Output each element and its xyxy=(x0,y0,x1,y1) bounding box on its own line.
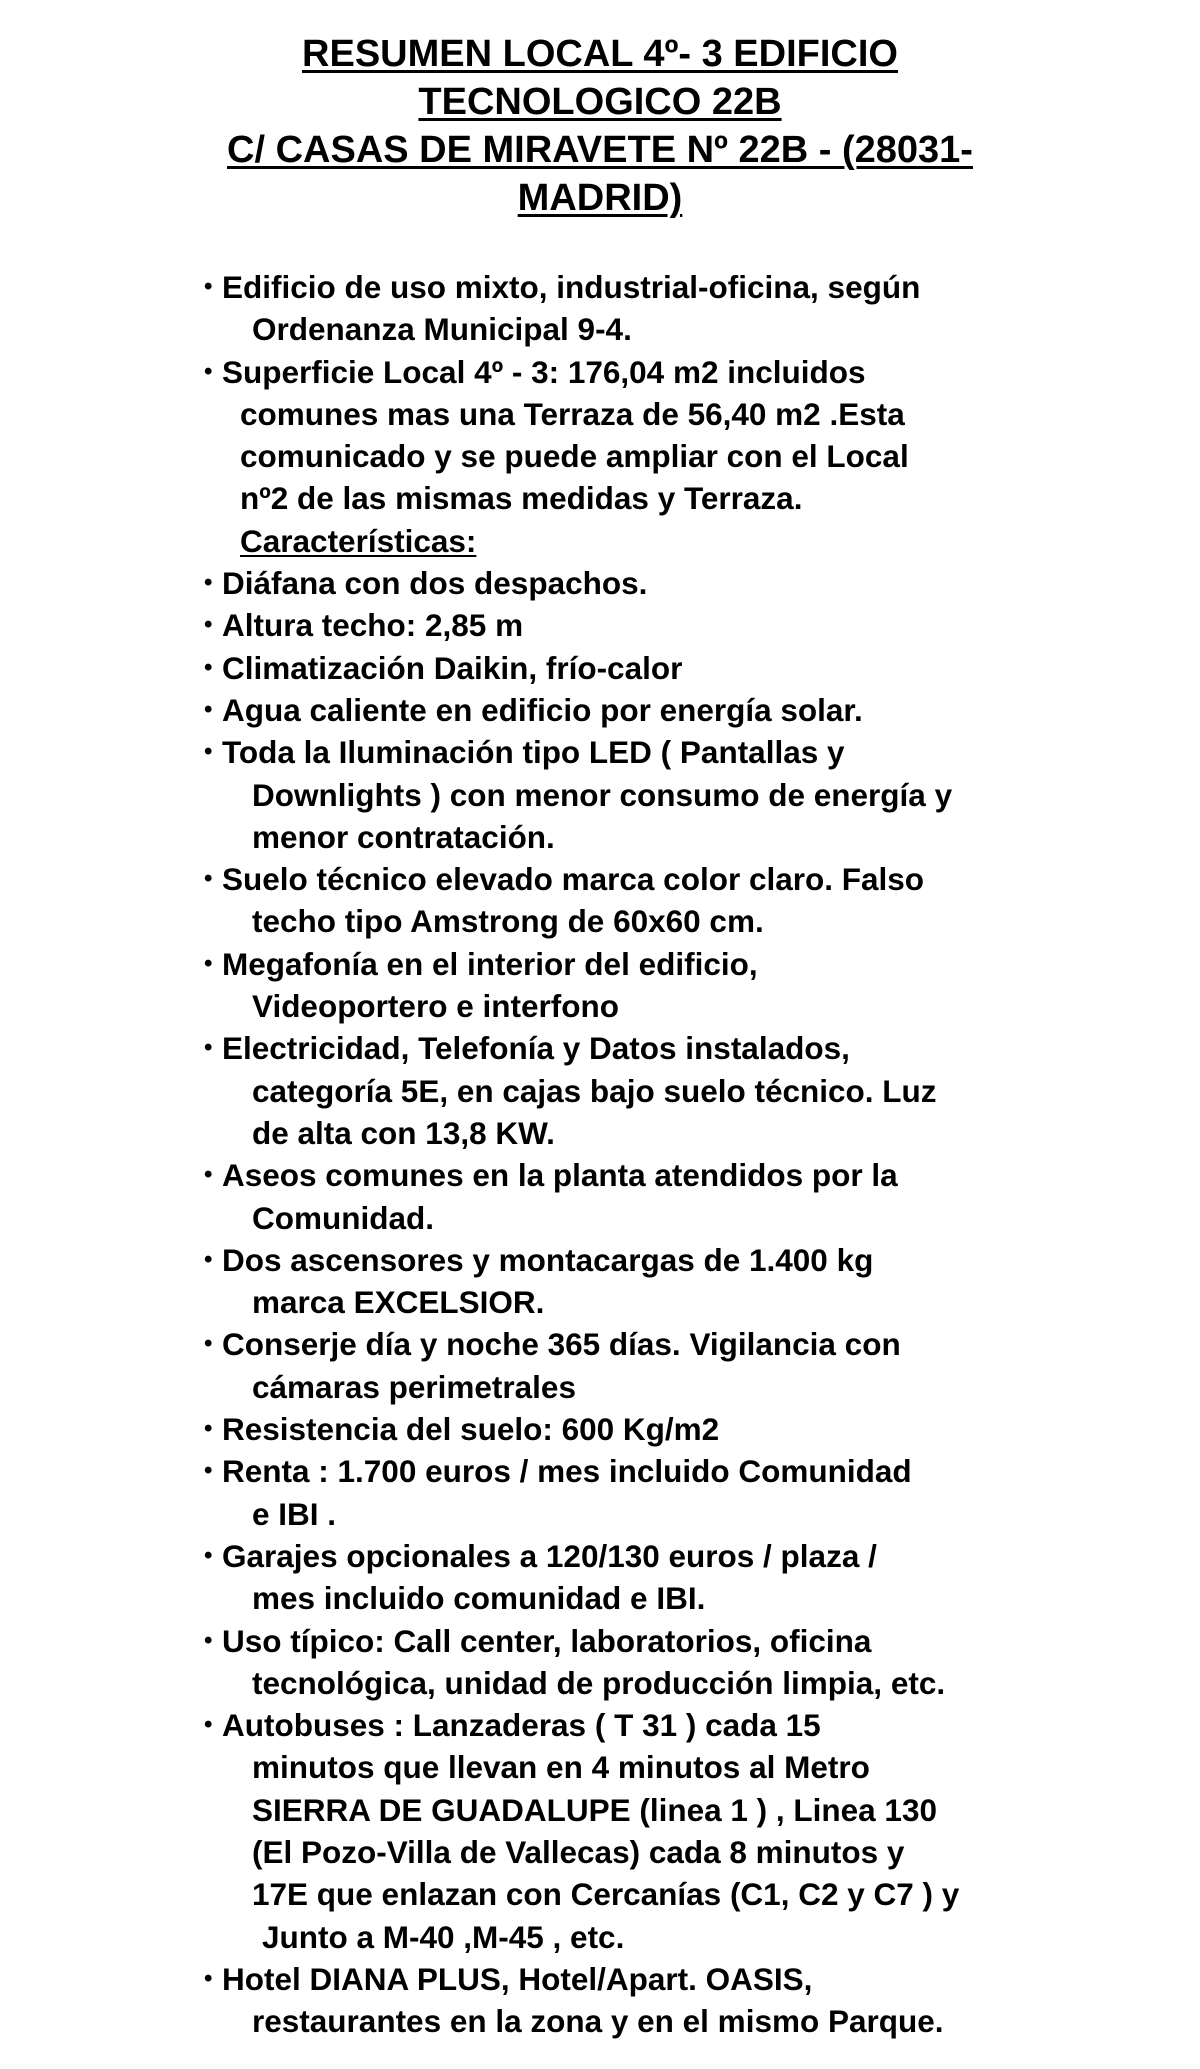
bullet-icon: • xyxy=(204,695,213,723)
bullet-icon: • xyxy=(204,1457,213,1485)
list-item-line: categoría 5E, en cajas bajo suelo técnico. Luz xyxy=(252,1072,937,1109)
title-line-4: MADRID) xyxy=(517,177,683,219)
list-item-line: Altura techo: 2,85 m xyxy=(222,607,524,644)
list-item-line: restaurantes en la zona y en el mismo Parque. xyxy=(252,2003,944,2040)
features-heading: Características: xyxy=(240,522,477,559)
list-item-line: Superficie Local 4º - 3: 176,04 m2 incluidos xyxy=(222,353,866,390)
list-item-typical-use xyxy=(204,1620,1164,1705)
list-item-line: Conserje día y noche 365 días. Vigilancia con xyxy=(222,1326,901,1363)
list-item-floor-resistance xyxy=(204,1408,1164,1450)
list-item-elevators xyxy=(204,1239,1164,1324)
bullet-icon: • xyxy=(204,738,213,766)
list-item-line: Garajes opcionales a 120/130 euros / plaza / xyxy=(222,1537,877,1574)
list-item-line: comunes mas una Terraza de 56,40 m2 .Esta xyxy=(240,395,905,432)
list-item-line: Renta : 1.700 euros / mes incluido Comunidad xyxy=(222,1453,912,1490)
list-item-hot-water xyxy=(204,689,1164,731)
bullet-icon: • xyxy=(204,1330,213,1358)
list-item-line: Videoportero e interfono xyxy=(252,988,619,1025)
list-item-line: Megafonía en el interior del edificio, xyxy=(222,945,758,982)
bullet-icon: • xyxy=(204,1161,213,1189)
title-line-2: TECNOLOGICO 22B xyxy=(418,81,782,123)
list-item-pa-system xyxy=(204,943,1164,1028)
list-item-line: 17E que enlazan con Cercanías (C1, C2 y C7 ) y xyxy=(252,1876,960,1913)
list-item-line: Diáfana con dos despachos. xyxy=(222,565,648,602)
bullet-icon: • xyxy=(204,611,213,639)
bullet-icon: • xyxy=(204,1711,213,1739)
list-item-electricity xyxy=(204,1027,1164,1154)
bullet-icon: • xyxy=(204,949,213,977)
bullet-icon: • xyxy=(204,1415,213,1443)
bullet-icon: • xyxy=(204,1626,213,1654)
list-item-mixed-use xyxy=(204,266,1164,351)
list-item-line: e IBI . xyxy=(252,1495,337,1532)
list-item-restrooms xyxy=(204,1154,1164,1239)
list-item-buses xyxy=(204,1704,1164,1958)
bullet-icon: • xyxy=(204,1964,213,1992)
list-item-line: marca EXCELSIOR. xyxy=(252,1284,545,1321)
title-line-3: C/ CASAS DE MIRAVETE Nº 22B - (28031- xyxy=(227,129,973,171)
list-item-line: Toda la Iluminación tipo LED ( Pantallas y xyxy=(222,734,845,771)
title-line-1: RESUMEN LOCAL 4º- 3 EDIFICIO xyxy=(302,33,898,75)
list-item-line: Edificio de uso mixto, industrial-oficina, según xyxy=(222,269,921,305)
bullet-icon: • xyxy=(204,569,213,597)
list-item-line: techo tipo Amstrong de 60x60 cm. xyxy=(252,903,764,940)
property-details-list xyxy=(204,266,1164,2042)
list-item-line: comunicado y se puede ampliar con el Local xyxy=(240,438,909,475)
list-item-line: cámaras perimetrales xyxy=(252,1368,576,1405)
list-item-line: (El Pozo-Villa de Vallecas) cada 8 minutos y xyxy=(252,1833,905,1870)
list-item-line: nº2 de las mismas medidas y Terraza. xyxy=(240,480,803,517)
list-item-line: Agua caliente en edificio por energía solar. xyxy=(222,691,863,728)
list-item-surface xyxy=(204,351,1164,520)
list-item-line: de alta con 13,8 KW. xyxy=(252,1114,555,1151)
list-item-line: Hotel DIANA PLUS, Hotel/Apart. OASIS, xyxy=(222,1960,813,1997)
list-item-lighting xyxy=(204,731,1164,858)
list-item-open-plan xyxy=(204,562,1164,604)
list-item-line: Uso típico: Call center, laboratorios, oficina xyxy=(222,1622,872,1659)
list-item-line: Climatización Daikin, frío-calor xyxy=(222,649,683,686)
list-item-line: Ordenanza Municipal 9-4. xyxy=(252,311,632,348)
list-item-ceiling-height xyxy=(204,604,1164,646)
list-item-line: Suelo técnico elevado marca color claro. Falso xyxy=(222,861,925,898)
list-item-line: Comunidad. xyxy=(252,1199,434,1236)
list-item-garages xyxy=(204,1535,1164,1620)
list-item-line: mes incluido comunidad e IBI. xyxy=(252,1580,706,1617)
list-item-line: menor contratación. xyxy=(252,818,555,855)
list-item-line: minutos que llevan en 4 minutos al Metro xyxy=(252,1749,870,1786)
bullet-icon: • xyxy=(204,653,213,681)
list-item-hotels xyxy=(204,1958,1164,2043)
bullet-icon: • xyxy=(204,273,213,300)
list-item-line: Downlights ) con menor consumo de energía y xyxy=(252,776,953,813)
list-item-climate xyxy=(204,647,1164,689)
list-item-line: Autobuses : Lanzaderas ( T 31 ) cada 15 xyxy=(222,1707,821,1744)
bullet-icon: • xyxy=(204,357,213,385)
document-title xyxy=(0,30,1200,222)
list-item-concierge xyxy=(204,1323,1164,1408)
list-item-line: tecnológica, unidad de producción limpia, etc. xyxy=(252,1664,946,1701)
list-item-line: Aseos comunes en la planta atendidos por la xyxy=(222,1157,898,1194)
list-item-line: Electricidad, Telefonía y Datos instalados, xyxy=(222,1030,850,1067)
list-item-line: Dos ascensores y montacargas de 1.400 kg xyxy=(222,1241,874,1278)
bullet-icon: • xyxy=(204,865,213,893)
bullet-icon: • xyxy=(204,1034,213,1062)
list-item-line: Junto a M-40 ,M-45 , etc. xyxy=(262,1918,625,1955)
bullet-icon: • xyxy=(204,1541,213,1569)
list-item-rent xyxy=(204,1450,1164,1535)
list-item-line: Resistencia del suelo: 600 Kg/m2 xyxy=(222,1411,720,1448)
list-item-floor xyxy=(204,858,1164,943)
list-item-line: SIERRA DE GUADALUPE (linea 1 ) , Linea 130 xyxy=(252,1791,937,1828)
bullet-icon: • xyxy=(204,1245,213,1273)
